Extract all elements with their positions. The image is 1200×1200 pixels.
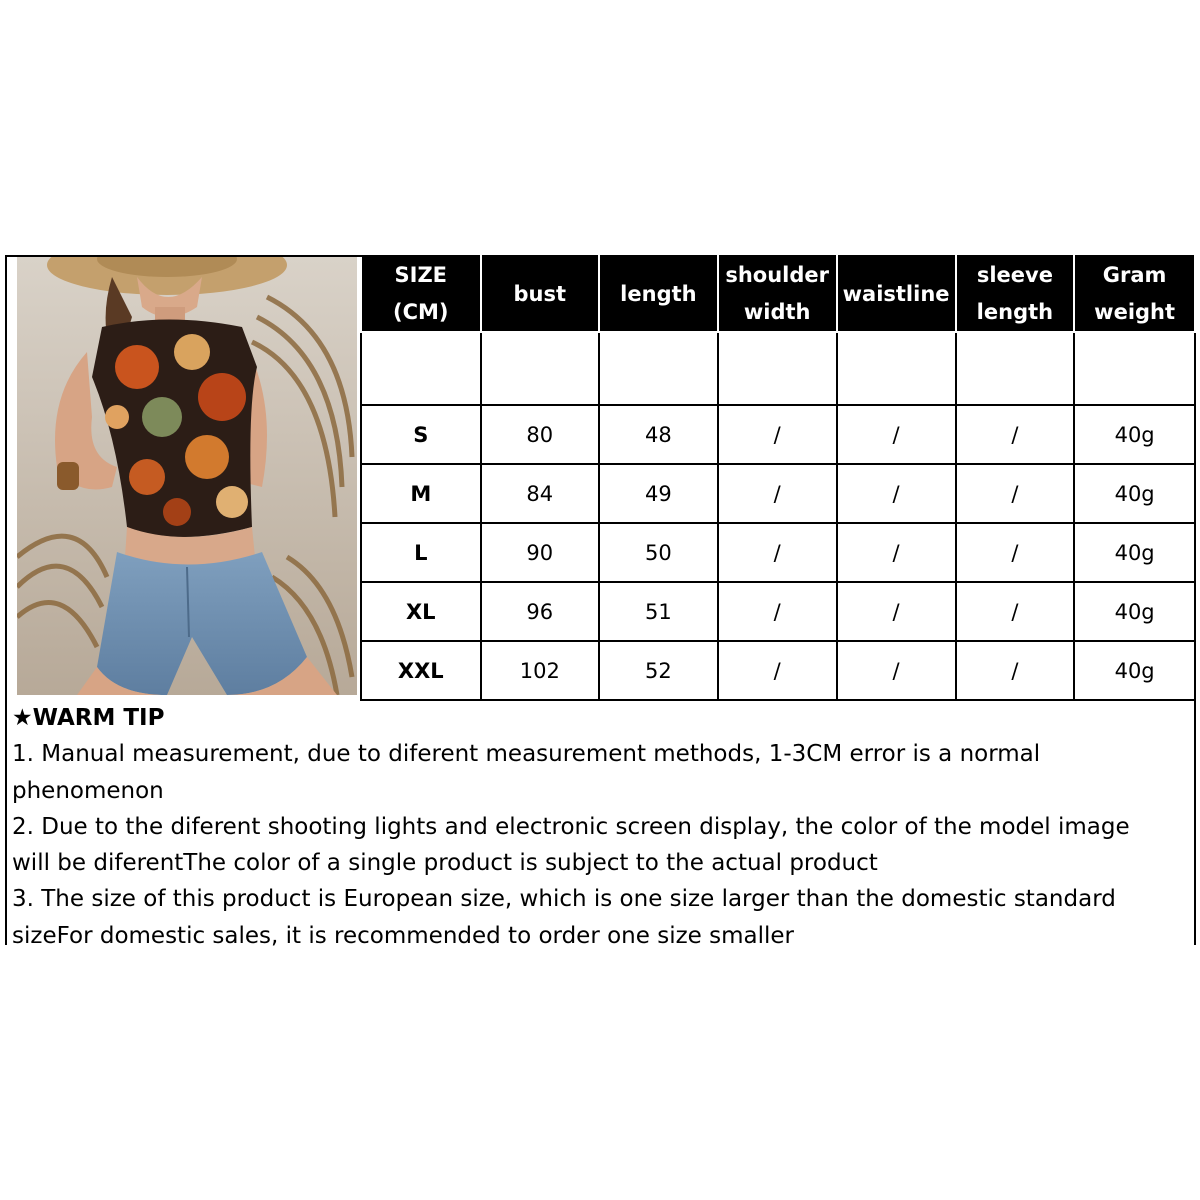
gram-weight-cell: 40g bbox=[1074, 405, 1195, 464]
shoulder-width-cell: / bbox=[718, 582, 837, 641]
sleeve-length-cell: / bbox=[956, 464, 1075, 523]
size-cell: XL bbox=[361, 582, 481, 641]
length-cell: 51 bbox=[599, 582, 718, 641]
table-cell bbox=[481, 332, 600, 405]
table-header-row bbox=[361, 256, 1195, 332]
sleeve-length-cell: / bbox=[956, 641, 1075, 700]
bust-cell: 96 bbox=[481, 582, 600, 641]
gram-weight-cell: 40g bbox=[1074, 582, 1195, 641]
header-bust: bust bbox=[481, 256, 600, 332]
bust-cell: 80 bbox=[481, 405, 600, 464]
table-cell bbox=[1074, 332, 1195, 405]
gram-weight-cell: 40g bbox=[1074, 523, 1195, 582]
sleeve-length-cell: / bbox=[956, 405, 1075, 464]
header-length: length bbox=[599, 256, 718, 332]
table-row bbox=[361, 641, 1195, 700]
bust-cell: 90 bbox=[481, 523, 600, 582]
sleeve-length-cell: / bbox=[956, 582, 1075, 641]
shoulder-width-cell: / bbox=[718, 464, 837, 523]
table-row bbox=[361, 582, 1195, 641]
frame-border-left bbox=[5, 255, 7, 945]
table-cell bbox=[956, 332, 1075, 405]
size-table bbox=[360, 255, 1196, 701]
size-cell: M bbox=[361, 464, 481, 523]
gram-weight-cell: 40g bbox=[1074, 464, 1195, 523]
table-cell bbox=[361, 332, 481, 405]
warm-tip-line: 2. Due to the diferent shooting lights and electronic screen display, the color of the model image bbox=[12, 813, 1130, 840]
size-cell: XXL bbox=[361, 641, 481, 700]
sleeve-length-cell: / bbox=[956, 523, 1075, 582]
header-gram-weight: Gram weight bbox=[1074, 256, 1195, 332]
waistline-cell: / bbox=[837, 464, 956, 523]
warm-tip-line: 1. Manual measurement, due to diferent measurement methods, 1-3CM error is a normal bbox=[12, 741, 1041, 768]
waistline-cell: / bbox=[837, 523, 956, 582]
warm-tip-line: phenomenon bbox=[12, 777, 164, 804]
table-row bbox=[361, 464, 1195, 523]
star-icon: ★ bbox=[12, 705, 33, 731]
table-cell bbox=[837, 332, 956, 405]
table-row bbox=[361, 405, 1195, 464]
length-cell: 49 bbox=[599, 464, 718, 523]
size-cell: L bbox=[361, 523, 481, 582]
length-cell: 48 bbox=[599, 405, 718, 464]
model-photo bbox=[17, 257, 357, 695]
gram-weight-cell: 40g bbox=[1074, 641, 1195, 700]
shoulder-width-cell: / bbox=[718, 641, 837, 700]
header-waistline: waistline bbox=[837, 256, 956, 332]
size-cell: S bbox=[361, 405, 481, 464]
bust-cell: 84 bbox=[481, 464, 600, 523]
warm-tip-line: sizeFor domestic sales, it is recommended to order one size smaller bbox=[12, 922, 794, 949]
header-shoulder-width: shoulder width bbox=[718, 256, 837, 332]
length-cell: 52 bbox=[599, 641, 718, 700]
header-size: SIZE (CM) bbox=[361, 256, 481, 332]
table-cell bbox=[599, 332, 718, 405]
table-cell bbox=[718, 332, 837, 405]
length-cell: 50 bbox=[599, 523, 718, 582]
warm-tip-line: 3. The size of this product is European size, which is one size larger than the domestic standard bbox=[12, 886, 1116, 913]
warm-tip bbox=[12, 700, 1192, 954]
waistline-cell: / bbox=[837, 582, 956, 641]
shoulder-width-cell: / bbox=[718, 405, 837, 464]
shoulder-width-cell: / bbox=[718, 523, 837, 582]
warm-tip-title: ★WARM TIP bbox=[12, 705, 165, 731]
waistline-cell: / bbox=[837, 405, 956, 464]
bust-cell: 102 bbox=[481, 641, 600, 700]
table-row bbox=[361, 523, 1195, 582]
warm-tip-line: will be diferentThe color of a single product is subject to the actual product bbox=[12, 850, 878, 877]
table-row-blank bbox=[361, 332, 1195, 405]
header-sleeve-length: sleeve length bbox=[956, 256, 1075, 332]
waistline-cell: / bbox=[837, 641, 956, 700]
